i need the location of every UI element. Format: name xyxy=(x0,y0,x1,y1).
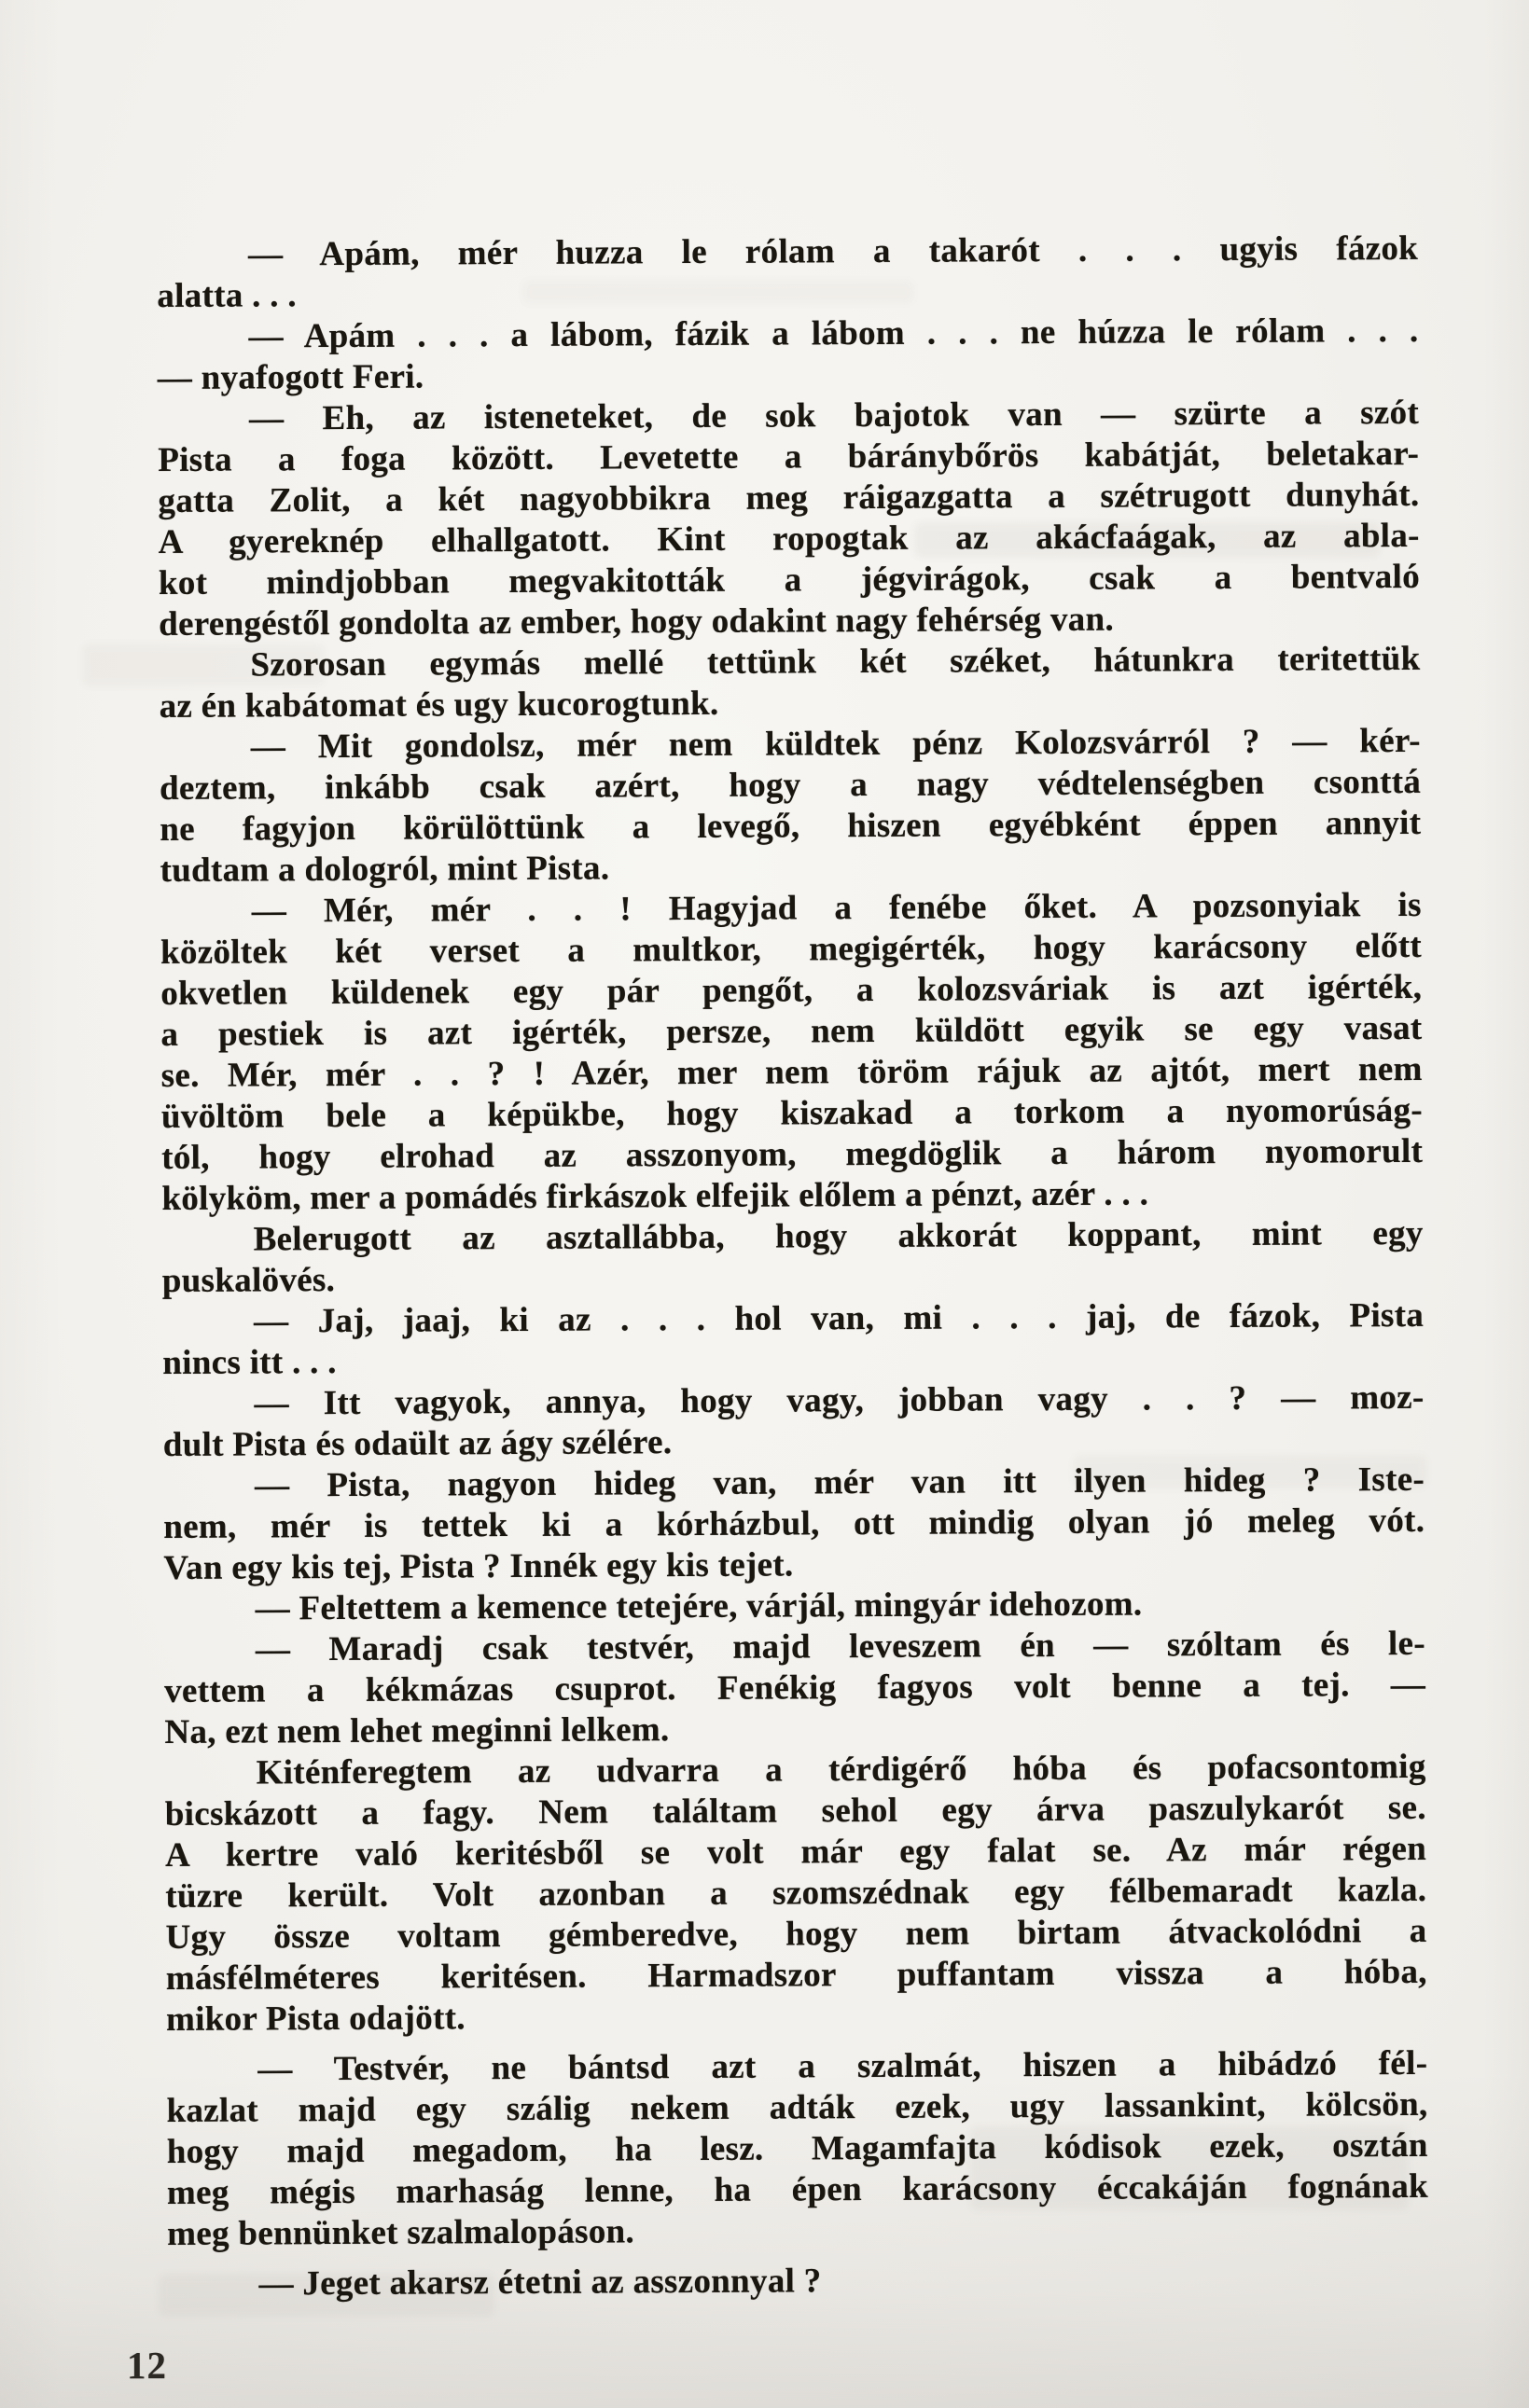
text-line: — Itt vagyok, annya, hogy vagy, jobban vagy . . ? — moz- xyxy=(254,1377,1425,1423)
text-line: — Eh, az isteneteket, de sok bajotok van — szürte a szót xyxy=(248,393,1420,438)
paragraph xyxy=(160,721,1422,892)
text-line: deztem, inkább csak azért, hogy a nagy védtelenségben csonttá xyxy=(160,762,1422,808)
text-line: — Feltettem a kemence tetejére, várjál, mingyár idehozom. xyxy=(255,1585,1143,1628)
text-line: a pestiek is azt igérték, persze, nem küldött egyik se egy vasat xyxy=(160,1008,1423,1054)
text-line: derengéstől gondolta az ember, hogy odakint nagy fehérség van. xyxy=(159,600,1115,644)
text-line: az én kabátomat és ugy kucorogtunk. xyxy=(159,684,719,726)
text-line: Na, ezt nem lehet meginni lelkem. xyxy=(164,1710,670,1751)
paragraph xyxy=(166,2043,1428,2255)
paragraph xyxy=(162,1377,1424,1466)
text-line: Van egy kis tej, Pista ? Innék egy kis tejet. xyxy=(163,1545,794,1587)
text-line: — Maradj csak testvér, majd leveszem én — szóltam és le- xyxy=(255,1624,1426,1669)
text-line: bicskázott a fagy. Nem találtam sehol egy árva paszulykarót se. xyxy=(164,1788,1426,1834)
text-line: vettem a kékmázas csuprot. Fenékig fagyos volt benne a tej. — xyxy=(164,1665,1426,1710)
paragraph xyxy=(159,639,1420,727)
text-line: nem, mér is tettek ki a kórházbul, ott mindig olyan jó meleg vót. xyxy=(163,1501,1425,1546)
paragraph xyxy=(160,885,1424,1220)
text-line: közöltek két verset a multkor, megigérték, hogy karácsony előtt xyxy=(160,926,1423,972)
page-text xyxy=(157,228,1429,2305)
text-line: Ugy össze voltam gémberedve, hogy nem birtam átvackolódni a xyxy=(165,1911,1427,1957)
text-line: — nyafogott Feri. xyxy=(157,357,424,397)
text-line: A gyereknép elhallgatott. Kint ropogtak az akácfaágak, az abla- xyxy=(158,516,1420,561)
text-line: kazlat majd egy szálig nekem adták ezek, ugy lassankint, kölcsön, xyxy=(166,2084,1428,2130)
paragraph xyxy=(157,228,1418,317)
text-line: alatta . . . xyxy=(157,276,297,315)
text-line: ne fagyjon körülöttünk a levegő, hiszen egyébként éppen annyit xyxy=(160,803,1422,849)
text-line: dult Pista és odaült az ágy szélére. xyxy=(162,1423,673,1464)
text-line: — Testvér, ne bántsd azt a szalmát, hiszen a hibádzó fél- xyxy=(257,2043,1428,2089)
text-line: — Mér, mér . . ! Hagyjad a fenébe őket. A pozsonyiak is xyxy=(251,885,1422,931)
paragraph xyxy=(164,1583,1425,1630)
text-line: — Jeget akarsz étetni az asszonnyal ? xyxy=(258,2262,822,2304)
page-number: 12 xyxy=(127,2344,167,2387)
text-line: üvöltöm bele a képükbe, hogy kiszakad a torkom a nyomorúság- xyxy=(160,1090,1424,1136)
text-line: gatta Zolit, a két nagyobbikra meg ráigazgatta a szétrugott dunyhát. xyxy=(158,475,1420,520)
text-line: másfélméteres keritésen. Harmadszor puffantam vissza a hóba, xyxy=(165,1952,1427,1998)
text-line: mikor Pista odajött. xyxy=(165,1999,466,2039)
text-line: Pista a foga között. Levetette a báránybőrös kabátját, beletakar- xyxy=(158,434,1420,479)
text-line: hogy majd megadom, ha lesz. Magamfajta kódisok ezek, osztán xyxy=(166,2125,1428,2171)
text-line: tudtam a dologról, mint Pista. xyxy=(160,849,610,890)
text-line: — Jaj, jaaj, ki az . . . hol van, mi . . . jaj, de fázok, Pista xyxy=(253,1295,1425,1341)
text-line: Belerugott az asztallábba, hogy akkorát koppant, mint egy xyxy=(253,1213,1424,1259)
text-line: kot mindjobban megvakitották a jégvirágok, csak a bentvaló xyxy=(158,557,1421,602)
text-line: — Pista, nagyon hideg van, mér van itt ilyen hideg ? Iste- xyxy=(254,1460,1425,1505)
paragraph xyxy=(157,311,1418,399)
text-line: kölyköm, mer a pomádés firkászok elfejik előlem a pénzt, azér . . . xyxy=(161,1174,1149,1218)
text-line: — Mit gondolsz, mér nem küldtek pénz Kolozsvárról ? — kér- xyxy=(250,721,1421,767)
paragraph xyxy=(163,1460,1425,1589)
paragraph xyxy=(167,2258,1428,2305)
paragraph xyxy=(162,1213,1424,1302)
paragraph xyxy=(165,1747,1428,2041)
paragraph xyxy=(164,1624,1426,1753)
text-line: A kertre való keritésből se volt már egy falat se. Az már régen xyxy=(164,1829,1427,1875)
text-line: okvetlen küldenek egy pár pengőt, a kolozsváriak is azt igérték, xyxy=(160,967,1423,1013)
text-line: Kiténferegtem az udvarra a térdigérő hóba és pofacsontomig xyxy=(256,1747,1426,1792)
text-line: meg mégis marhaság lenne, ha épen karácsony éccakáján fognának xyxy=(166,2166,1429,2212)
text-line: — Apám . . . a lábom, fázik a lábom . . . ne húzza le rólam . . . xyxy=(248,311,1419,356)
text-line: — Apám, mér huzza le rólam a takarót . . . ugyis fázok xyxy=(248,228,1419,274)
text-line: tüzre került. Volt azonban a szomszédnak egy félbemaradt kazla. xyxy=(165,1870,1427,1916)
text-line: se. Mér, mér . . ? ! Azér, mer nem töröm rájuk az ajtót, mert nem xyxy=(160,1049,1423,1095)
text-line: nincs itt . . . xyxy=(162,1343,337,1382)
text-line: Szorosan egymás mellé tettünk két széket, hátunkra teritettük xyxy=(250,639,1421,685)
text-line: meg bennünket szalmalopáson. xyxy=(167,2212,635,2253)
paragraph xyxy=(162,1295,1424,1384)
paragraph xyxy=(158,393,1420,645)
text-line: puskalövés. xyxy=(161,1261,336,1300)
text-line: tól, hogy elrohad az asszonyom, megdöglik a három nyomorult xyxy=(161,1131,1424,1177)
